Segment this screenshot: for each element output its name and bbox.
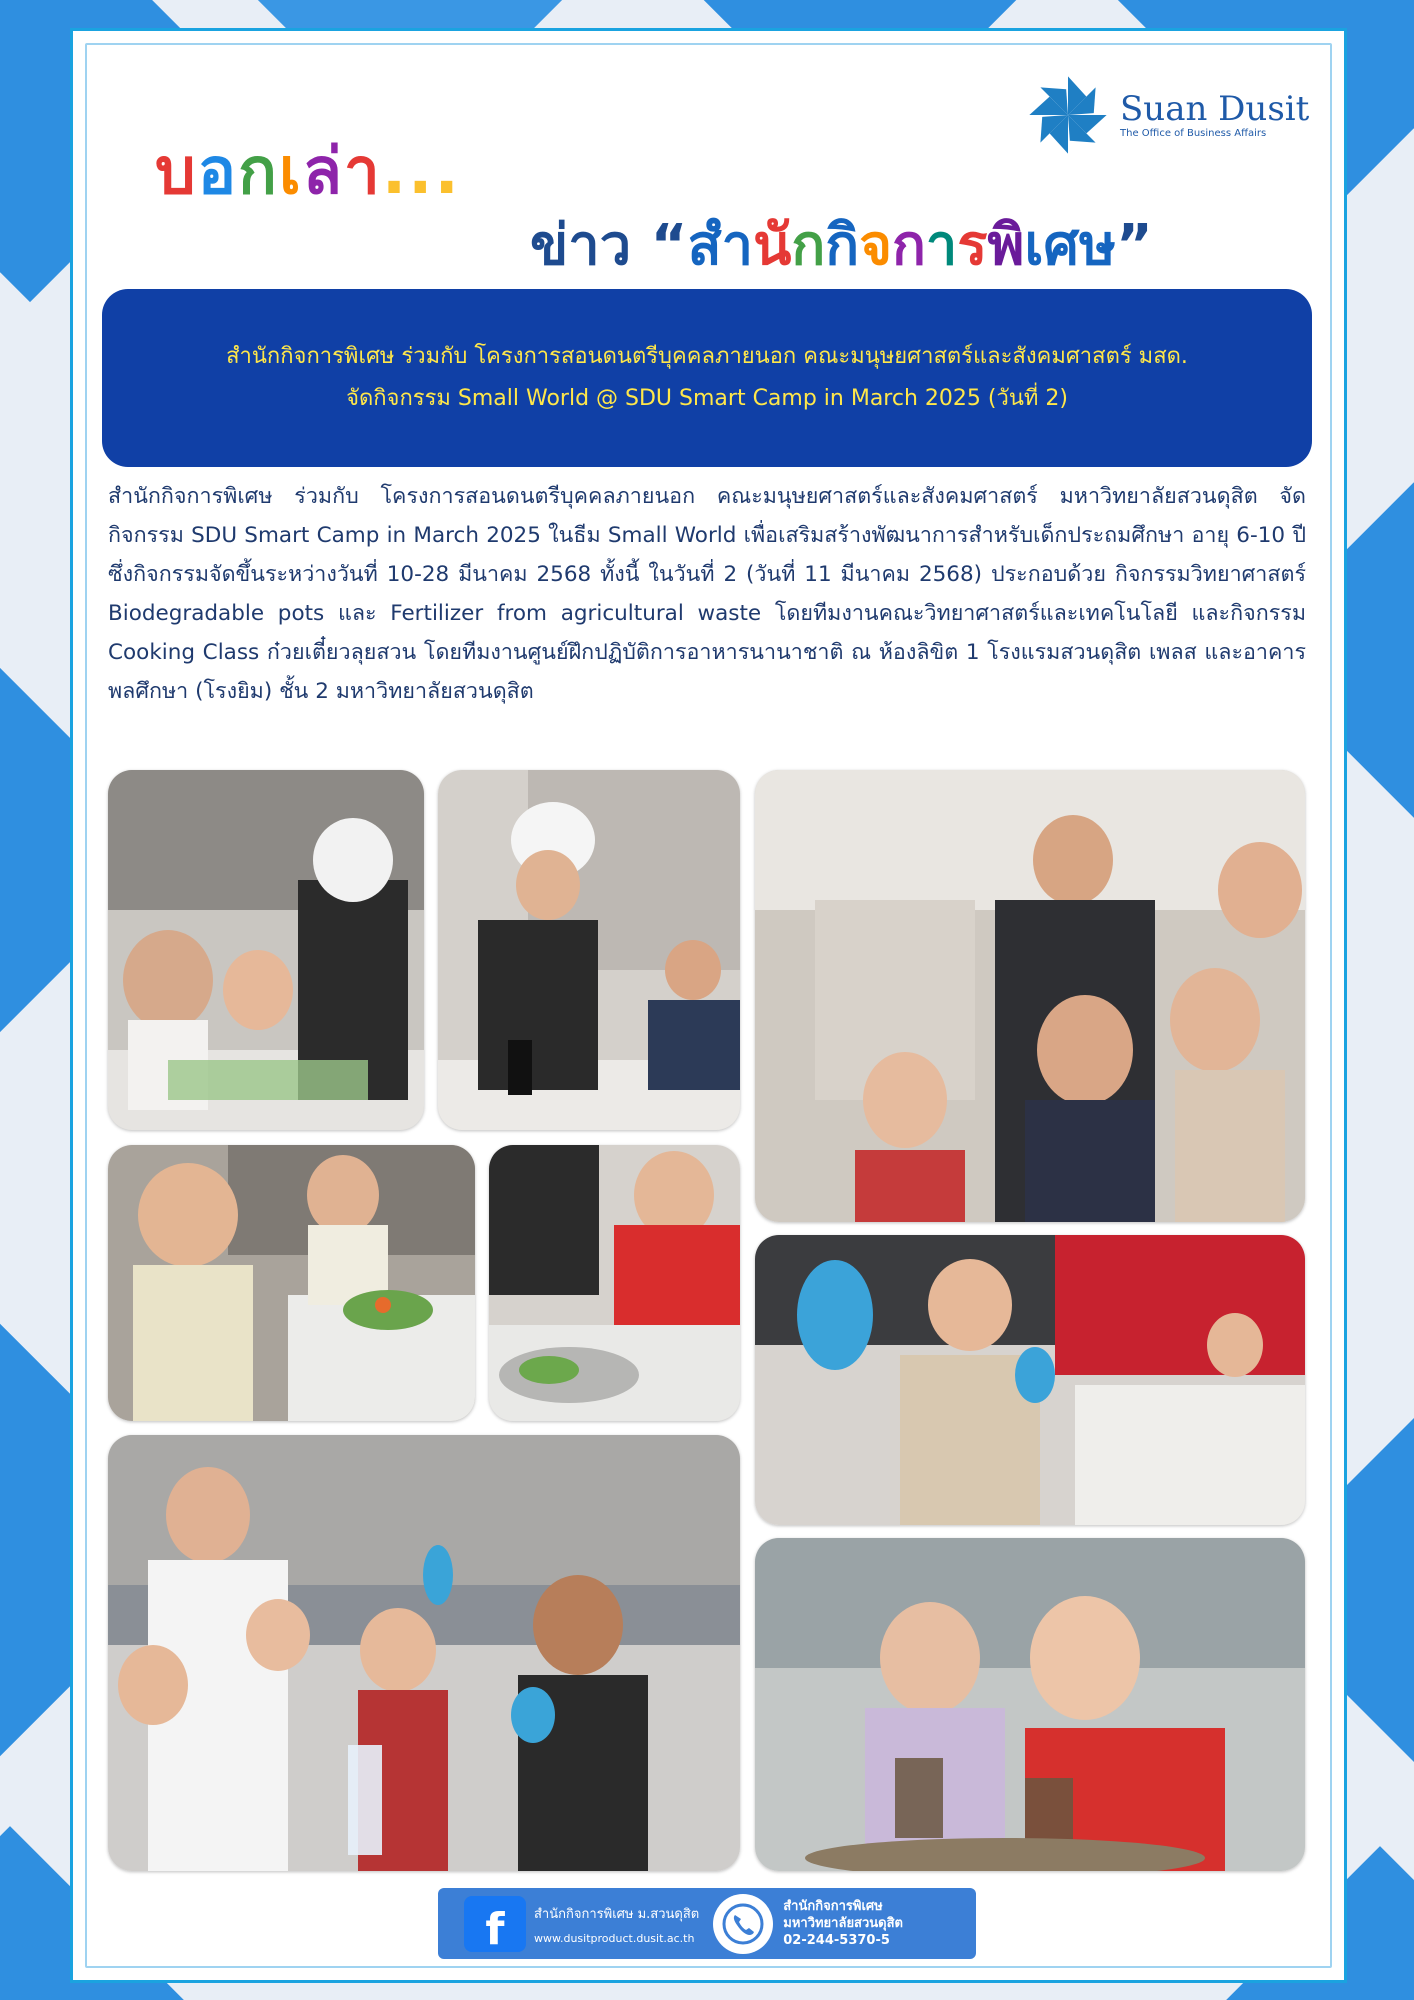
heading-line2 [530, 200, 1153, 289]
heading-line2-char: กิ [825, 213, 860, 278]
suan-dusit-logo [1022, 70, 1322, 160]
photo-professor-thumbs-up [108, 1435, 740, 1871]
heading-line1-char: ... [381, 135, 461, 209]
photo-cooking-children [108, 770, 424, 1130]
banner-line1: สำนักกิจการพิเศษ ร่วมกับ โครงการสอนดนตรีบุคคลภายนอก คณะมนุษยศาสตร์และสังคมศาสตร์ มสด. [226, 344, 1188, 369]
photo-boy-blue-gloves [755, 1235, 1305, 1525]
heading-line1-char: ก [238, 135, 279, 209]
photo-professor-with-children [755, 770, 1305, 1222]
heading-line1-char: เ [278, 135, 303, 209]
headline-banner [102, 289, 1312, 467]
org-name: สำนักกิจการพิเศษ [783, 1899, 883, 1914]
logo-name: Suan Dusit [1120, 88, 1310, 129]
heading-line1-char: บ [155, 135, 198, 209]
heading-line2-char: ษ [1079, 213, 1116, 278]
photo-chef-with-child [438, 770, 740, 1130]
body-paragraph: สำนักกิจการพิเศษ ร่วมกับ โครงการสอนดนตรีบุคคลภายนอก คณะมนุษยศาสตร์และสังคมศาสตร์ มหาวิทยาลัยสวนดุสิต จัดกิจกรรม SDU Smart Camp in March 2025 ในธีม Small World เพื่อเสริมสร้างพัฒนาการสำหรับเด็กประถมศึกษา อายุ 6-10 ปี ซึ่งกิจกรรมจัดขึ้นระหว่างวันที่ 10-28 มีนาคม 2568 ทั้งนี้ ในวันที่ 2 (วันที่ 11 มีนาคม 2568) ประกอบด้วย กิจกรรมวิทยาศาสตร์ Biodegradable pots และ Fertilizer from agricultural waste โดยทีมงานคณะวิทยาศาสตร์และเทคโนโลยี และกิจกรรม Cooking Class ก๋วยเตี๋ยวลุยสวน โดยทีมงานศูนย์ฝึกปฏิบัติการอาหารนานาชาติ ณ ห้องลิขิต 1 โรงแรมสวนดุสิต เพลส และอาคารพลศึกษา (โรงยิม) ชั้น 2 มหาวิทยาลัยสวนดุสิต [108, 484, 1306, 704]
contact-footer [438, 1888, 976, 1959]
heading-line2-char: นั [753, 213, 792, 278]
heading-line1 [155, 120, 461, 222]
heading-line1-char: า [343, 135, 382, 209]
logo-subtitle: The Office of Business Affairs [1120, 127, 1267, 139]
heading-line2-suffix: ” [1115, 213, 1153, 278]
heading-line2-char: สำ [687, 213, 754, 278]
heading-line1-char: ล่ [302, 135, 344, 209]
heading-line2-char: า [925, 213, 958, 278]
org-university: มหาวิทยาลัยสวนดุสิต [783, 1916, 903, 1931]
phone-icon [713, 1894, 773, 1954]
heading-line2-prefix: ข่าว “ [530, 213, 688, 278]
facebook-icon[interactable]: f [464, 1896, 526, 1952]
website-link[interactable]: www.dusitproduct.dusit.ac.th [534, 1931, 695, 1945]
photo-boy-red-shirt [489, 1145, 740, 1421]
phone-number: 02-244-5370-5 [783, 1933, 890, 1948]
heading-line2-char: พิ [987, 213, 1025, 278]
banner-line2: จัดกิจกรรม Small World @ SDU Smart Camp in March 2025 (วันที่ 2) [346, 386, 1068, 411]
heading-line2-char: เ [1024, 213, 1044, 278]
photo-children-making-rolls [108, 1145, 475, 1421]
heading-line2-char: จ [859, 213, 893, 278]
heading-line1-char: อ [197, 135, 239, 209]
heading-line2-char: ก [892, 213, 926, 278]
photo-girls-planting [755, 1538, 1305, 1871]
facebook-page-name[interactable]: สำนักกิจการพิเศษ ม.สวนดุสิต [534, 1906, 700, 1922]
heading-line2-char: ศ [1043, 213, 1080, 278]
pinwheel-logo-icon [1022, 69, 1114, 161]
heading-line2-char: ร [957, 213, 988, 278]
heading-line2-char: ก [791, 213, 826, 278]
heading-line2-title [687, 213, 1116, 278]
